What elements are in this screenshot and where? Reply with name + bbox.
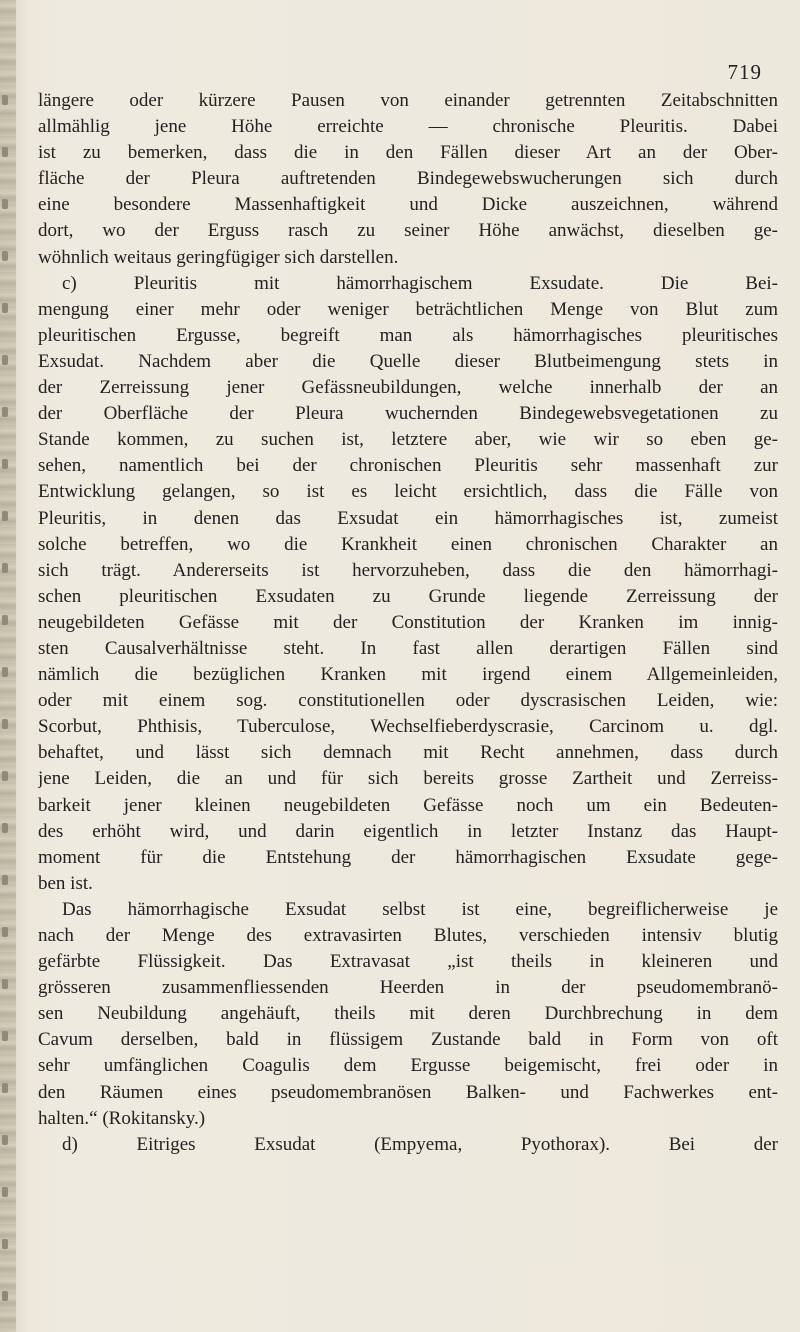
text-line: moment für die Entstehung der hämorrhagischen Exsudate gege-	[38, 846, 778, 868]
text-line: nach der Menge des extravasirten Blutes, verschieden intensiv blutig	[38, 925, 778, 946]
text-line: eine besondere Massenhaftigkeit und Dicke auszeichnen, während	[38, 194, 778, 216]
text-line: neugebildeten Gefässe mit der Constitution der Kranken im innig-	[38, 611, 778, 633]
text-line: behaftet, und lässt sich demnach mit Recht annehmen, dass durch	[38, 742, 778, 764]
spine-mark	[2, 303, 8, 313]
spine-mark	[2, 199, 8, 209]
text-line: allmählig jene Höhe erreichte — chronische Pleuritis. Dabei	[38, 116, 778, 138]
spine-mark	[2, 407, 8, 417]
spine-mark	[2, 511, 8, 521]
text-line: Stande kommen, zu suchen ist, letztere aber, wie wir so eben ge-	[38, 429, 778, 451]
text-line: sen Neubildung angehäuft, theils mit deren Durchbrechung in dem	[38, 1003, 778, 1025]
spine-mark	[2, 1083, 8, 1093]
text-line: der Oberfläche der Pleura wuchernden Bindegewebsvegetationen zu	[38, 403, 778, 425]
text-line: Das hämorrhagische Exsudat selbst ist eine, begreiflicherweise je	[62, 898, 778, 920]
text-line: grösseren zusammenfliessenden Heerden in der pseudomembranö-	[38, 977, 778, 999]
text-line: ist zu bemerken, dass die in den Fällen dieser Art an der Ober-	[38, 142, 778, 164]
spine-mark	[2, 615, 8, 625]
text-line: ben ist.	[38, 872, 93, 894]
spine-mark	[2, 1291, 8, 1301]
body-text	[38, 88, 778, 1158]
text-line: wöhnlich weitaus geringfügiger sich darstellen.	[38, 246, 399, 268]
text-line: sehr umfänglichen Coagulis dem Ergusse beigemischt, frei oder in	[38, 1055, 778, 1077]
text-line: nämlich die bezüglichen Kranken mit irgend einem Allgemeinleiden,	[38, 664, 778, 686]
spine-mark	[2, 875, 8, 885]
text-line: sich trägt. Andererseits ist hervorzuheben, dass die den hämorrhagi-	[38, 559, 778, 581]
text-line: jene Leiden, die an und für sich bereits grosse Zartheit und Zerreiss-	[38, 768, 778, 790]
text-line: Entwicklung gelangen, so ist es leicht ersichtlich, dass die Fälle von	[38, 481, 778, 503]
spine-mark	[2, 771, 8, 781]
spine-mark	[2, 459, 8, 469]
text-line: sehen, namentlich bei der chronischen Pleuritis sehr massenhaft zur	[38, 455, 778, 477]
text-line: fläche der Pleura auftretenden Bindegewebswucherungen sich durch	[38, 168, 778, 190]
spine-mark	[2, 719, 8, 729]
text-line: schen pleuritischen Exsudaten zu Grunde liegende Zerreissung der	[38, 585, 778, 607]
spine-mark	[2, 979, 8, 989]
spine-mark	[2, 1031, 8, 1041]
spine-mark	[2, 927, 8, 937]
text-line: Pleuritis, in denen das Exsudat ein hämorrhagisches ist, zumeist	[38, 507, 778, 529]
text-line: solche betreffen, wo die Krankheit einen chronischen Charakter an	[38, 533, 778, 555]
text-line: barkeit jener kleinen neugebildeten Gefässe noch um ein Bedeuten-	[38, 794, 778, 816]
spine-mark	[2, 1187, 8, 1197]
spine-mark	[2, 1239, 8, 1249]
text-line: oder mit einem sog. constitutionellen oder dyscrasischen Leiden, wie:	[38, 690, 778, 712]
text-line: Cavum derselben, bald in flüssigem Zustande bald in Form von oft	[38, 1029, 778, 1051]
spine-mark	[2, 563, 8, 573]
text-line: pleuritischen Ergusse, begreift man als hämorrhagisches pleuritisches	[38, 324, 778, 346]
text-line: mengung einer mehr oder weniger beträchtlichen Menge von Blut zum	[38, 298, 778, 320]
spine-mark	[2, 1135, 8, 1145]
spine-mark	[2, 823, 8, 833]
text-line: d) Eitriges Exsudat (Empyema, Pyothorax). Bei der	[62, 1133, 778, 1155]
text-line: gefärbte Flüssigkeit. Das Extravasat „ist theils in kleineren und	[38, 951, 778, 973]
text-line: halten.“ (Rokitansky.)	[38, 1107, 206, 1129]
spine-mark	[2, 147, 8, 157]
spine-mark	[2, 251, 8, 261]
text-line: dort, wo der Erguss rasch zu seiner Höhe anwächst, dieselben ge-	[38, 220, 778, 242]
spine-mark	[2, 355, 8, 365]
spine-mark	[2, 95, 8, 105]
book-spine-edge	[0, 0, 16, 1332]
text-line: sten Causalverhältnisse steht. In fast allen derartigen Fällen sind	[38, 637, 778, 659]
text-line: der Zerreissung jener Gefässneubildungen, welche innerhalb der an	[38, 377, 778, 399]
text-line: c) Pleuritis mit hämorrhagischem Exsudate. Die Bei-	[62, 272, 778, 294]
text-line: des erhöht wird, und darin eigentlich in letzter Instanz das Haupt-	[38, 820, 778, 842]
spine-mark	[2, 667, 8, 677]
text-line: Scorbut, Phthisis, Tuberculose, Wechselfieberdyscrasie, Carcinom u. dgl.	[38, 716, 778, 738]
text-line: Exsudat. Nachdem aber die Quelle dieser Blutbeimengung stets in	[38, 350, 778, 372]
page-number: 719	[727, 60, 762, 84]
text-line: den Räumen eines pseudomembranösen Balken- und Fachwerkes ent-	[38, 1081, 778, 1103]
text-line: längere oder kürzere Pausen von einander getrennten Zeitabschnitten	[38, 90, 778, 111]
